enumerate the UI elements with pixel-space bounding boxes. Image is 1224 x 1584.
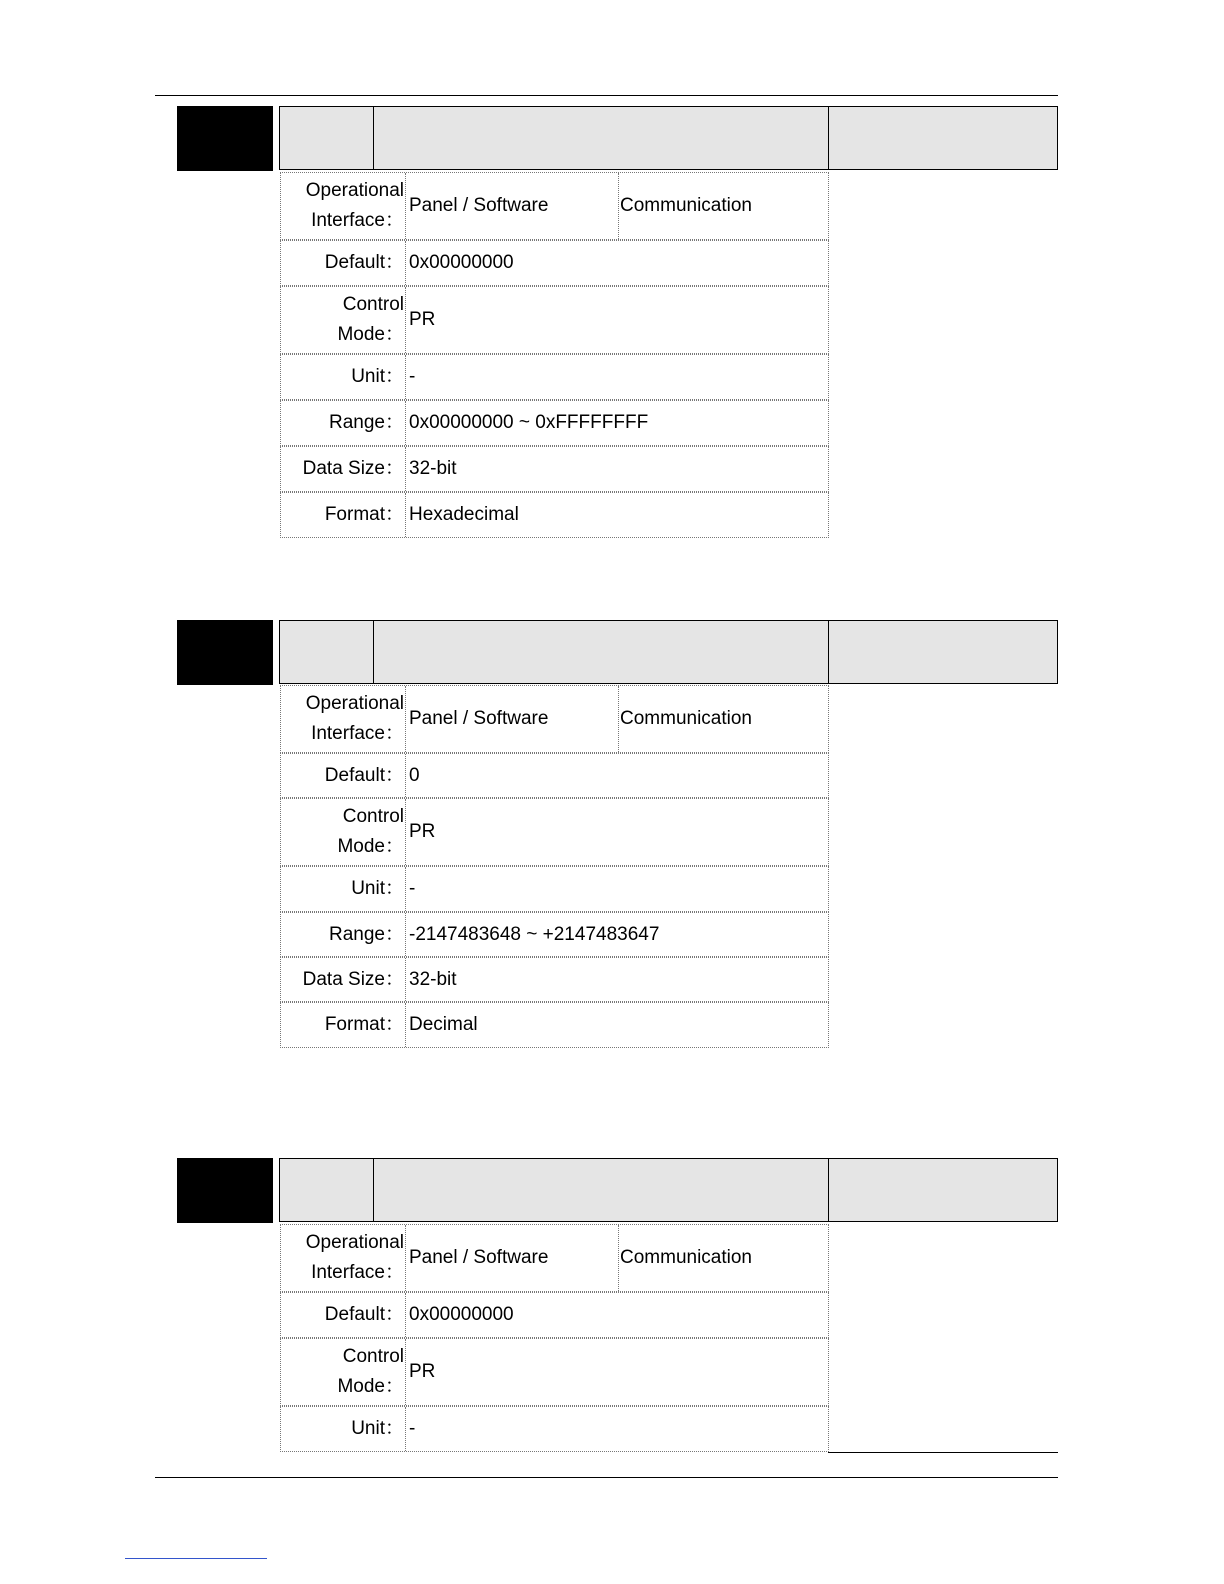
control-mode-value: PR	[409, 309, 436, 330]
control-mode-value: PR	[409, 821, 436, 842]
range-label: Range：	[281, 401, 406, 445]
control-mode-label: Control Mode：	[281, 287, 406, 353]
communication-value: Communication	[620, 195, 752, 216]
operational-interface-label: Operational Interface：	[281, 686, 406, 752]
parameter-name-cell	[373, 620, 829, 684]
parameter-name-cell	[373, 1158, 829, 1222]
control-mode-row	[280, 798, 829, 866]
format-value: Hexadecimal	[409, 504, 519, 525]
control-mode-label: Control Mode：	[281, 1339, 406, 1405]
unit-row	[280, 354, 829, 400]
range-row	[280, 912, 829, 957]
parameter-code-tab	[177, 1158, 273, 1223]
panel-software-value: Panel / Software	[409, 173, 619, 239]
parameter-code-tab	[177, 106, 273, 171]
section-cell-bottom-border	[828, 1452, 1058, 1453]
communication-value: Communication	[620, 708, 752, 729]
data-size-row	[280, 957, 829, 1002]
unit-row	[280, 1406, 829, 1452]
range-value: 0x00000000 ~ 0xFFFFFFFF	[409, 412, 649, 433]
data-size-label: Data Size：	[281, 447, 406, 491]
unit-value: -	[409, 878, 416, 899]
default-row	[280, 240, 829, 286]
data-size-label: Data Size：	[281, 958, 406, 1001]
data-size-row	[280, 446, 829, 492]
format-row	[280, 492, 829, 538]
control-mode-value: PR	[409, 1361, 436, 1382]
parameter-section-cell	[828, 1158, 1058, 1222]
operational-interface-row	[280, 685, 829, 753]
range-row	[280, 400, 829, 446]
default-value: 0	[409, 764, 420, 786]
default-value: 0x00000000	[409, 1304, 514, 1325]
default-row	[280, 753, 829, 798]
control-mode-row	[280, 1338, 829, 1406]
unit-value: -	[409, 366, 416, 387]
footer-rule	[155, 1477, 1058, 1478]
unit-label: Unit：	[281, 1407, 406, 1451]
format-label: Format：	[281, 493, 406, 537]
format-label: Format：	[281, 1003, 406, 1047]
parameter-address-cell	[279, 1158, 374, 1222]
panel-software-value: Panel / Software	[409, 1225, 619, 1291]
control-mode-label: Control Mode：	[281, 799, 406, 865]
operational-interface-row	[280, 172, 829, 240]
parameter-address-cell	[279, 620, 374, 684]
parameter-code-tab	[177, 620, 273, 685]
panel-software-value: Panel / Software	[409, 686, 619, 752]
parameter-section-cell	[828, 620, 1058, 684]
unit-label: Unit：	[281, 867, 406, 911]
communication-value: Communication	[620, 1247, 752, 1268]
operational-interface-label: Operational Interface：	[281, 1225, 406, 1291]
unit-row	[280, 866, 829, 912]
operational-interface-label: Operational Interface：	[281, 173, 406, 239]
default-row	[280, 1292, 829, 1338]
operational-interface-row	[280, 1224, 829, 1292]
data-size-value: 32-bit	[409, 968, 457, 990]
control-mode-row	[280, 286, 829, 354]
format-value: Decimal	[409, 1014, 478, 1035]
footer-link-underline	[125, 1558, 267, 1559]
default-value: 0x00000000	[409, 252, 514, 273]
unit-value: -	[409, 1418, 416, 1439]
default-label: Default：	[281, 1293, 406, 1337]
parameter-name-cell	[373, 106, 829, 170]
range-label: Range：	[281, 913, 406, 956]
header-rule	[155, 95, 1058, 96]
parameter-address-cell	[279, 106, 374, 170]
unit-label: Unit：	[281, 355, 406, 399]
default-label: Default：	[281, 241, 406, 285]
data-size-value: 32-bit	[409, 458, 457, 479]
range-value: -2147483648 ~ +2147483647	[409, 923, 660, 945]
default-label: Default：	[281, 754, 406, 797]
parameter-section-cell	[828, 106, 1058, 170]
format-row	[280, 1002, 829, 1048]
